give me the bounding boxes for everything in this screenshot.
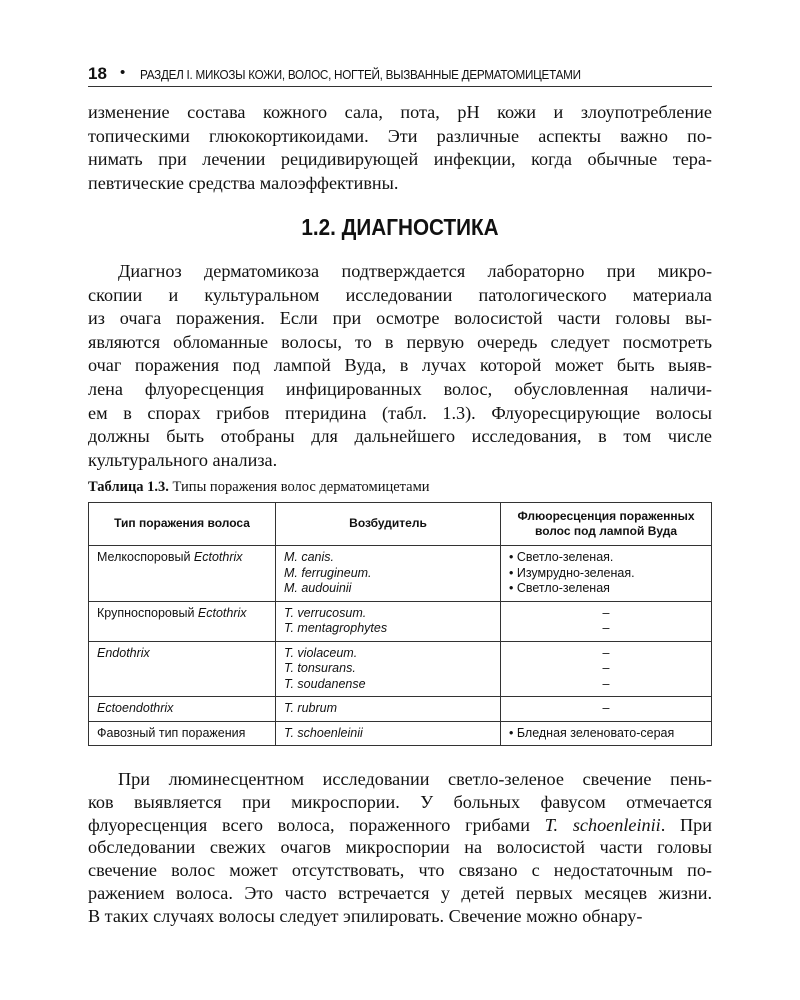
table-row — [89, 601, 712, 641]
fluorescence-cell — [501, 546, 712, 602]
page-number: 18 — [88, 64, 107, 83]
text-line: культурального анализа. — [88, 449, 278, 470]
lesion-type-cell — [89, 641, 276, 697]
text-line: изменение состава кожного сала, пота, pH кожи и злоупотребление — [88, 102, 712, 122]
pathogen-name: T. soudanense — [284, 676, 366, 691]
text-run: ков выявляется при микроспории. У больных фавусом отмечается — [88, 791, 712, 812]
paragraph-luminescence — [88, 768, 712, 928]
fluorescence-value: – — [602, 605, 610, 620]
text-line — [88, 836, 712, 859]
pathogen-name: T. tonsurans. — [284, 661, 356, 675]
lesion-type-latin: Ectothrix — [197, 605, 247, 620]
fluorescence-cell — [501, 697, 712, 722]
fluorescence-cell — [501, 721, 712, 746]
text-line: из очага поражения. Если при осмотре волосистой части головы вы- — [88, 308, 712, 329]
fluorescence-value: – — [602, 661, 610, 675]
running-header — [88, 64, 712, 87]
fluorescence-value: • Изумрудно-зеленая. — [509, 565, 635, 580]
text-line: являются обломанные волосы, то в первую очередь следует посмотреть — [88, 331, 712, 352]
table-row — [89, 641, 712, 697]
lesion-type-latin: Ectothrix — [193, 550, 243, 564]
column-header: Флюоресценция пораженных волос под лампой Вуда — [501, 503, 712, 546]
text-line: Диагноз дерматомикоза подтверждается лабораторно при микро- — [118, 261, 712, 281]
pathogen-name: M. canis. — [284, 550, 335, 564]
table-row — [89, 546, 712, 602]
pathogen-cell — [276, 546, 501, 602]
lesion-type: Мелкоспоровый — [97, 550, 194, 564]
fluorescence-value: – — [602, 676, 610, 691]
table-caption-text: Типы поражения волос дерматомицетами — [168, 479, 430, 495]
fluorescence-value: • Светло-зеленая — [509, 581, 610, 595]
text-line: ем в спорах грибов птеридина (табл. 1.3). Флуоресцирующие волосы — [88, 402, 712, 423]
lesion-type: Фавозный тип поражения — [97, 725, 246, 740]
pathogen-cell — [276, 641, 501, 697]
text-line — [88, 814, 712, 837]
text-line — [88, 882, 712, 905]
text-line — [88, 768, 712, 791]
pathogen-name: M. ferrugineum. — [284, 565, 372, 580]
column-header: Возбудитель — [276, 503, 501, 546]
lesion-type-latin: Endothrix — [97, 645, 150, 660]
text-line: топическими глюкокортикоидами. Эти различные аспекты важно по- — [88, 125, 712, 146]
fluorescence-cell — [501, 641, 712, 697]
table-row — [89, 721, 712, 746]
pathogen-cell — [276, 697, 501, 722]
lesion-type-cell — [89, 601, 276, 641]
pathogen-name: T. rubrum — [284, 701, 338, 715]
text-line: лена флуоресценция инфицированных волос, обусловленная наличи- — [88, 378, 712, 399]
text-line — [88, 859, 712, 882]
paragraph-intro — [88, 101, 712, 195]
lesion-type-latin: Ectoendothrix — [97, 701, 174, 715]
pathogen-name: T. mentagrophytes — [284, 621, 388, 635]
running-title: РАЗДЕЛ I. МИКОЗЫ КОЖИ, ВОЛОС, НОГТЕЙ, ВЫЗВАННЫЕ ДЕРМАТОМИЦЕТАМИ — [140, 67, 581, 82]
pathogen-cell — [276, 721, 501, 746]
section-heading: 1.2. ДИАГНОСТИКА — [301, 214, 499, 240]
table-caption — [88, 478, 430, 496]
fluorescence-value: – — [602, 645, 610, 660]
text-run: При люминесцентном исследовании светло-зеленое свечение пень- — [118, 769, 712, 789]
table-row — [89, 697, 712, 722]
pathogen-name: T. verrucosum. — [284, 605, 367, 620]
text-line — [88, 905, 712, 928]
lesion-type: Крупноспоровый — [97, 605, 198, 620]
paragraph-diagnosis — [88, 260, 712, 472]
table-caption-label: Таблица 1.3. — [88, 479, 169, 495]
text-run: свечение волос может отсутствовать, что связано с недостаточным по- — [88, 860, 712, 881]
lesion-type-cell — [89, 721, 276, 746]
text-run: В таких случаях волосы следует эпилировать. Свечение можно обнару- — [88, 905, 643, 926]
text-line: нимать при лечении рецидивирующей инфекции, когда обычные тера- — [88, 149, 712, 170]
fluorescence-value: • Бледная зеленовато-серая — [509, 725, 675, 740]
lesion-type-cell — [89, 546, 276, 602]
text-line: скопии и культуральном исследовании патологического материала — [88, 284, 712, 305]
fluorescence-cell — [501, 601, 712, 641]
fluorescence-value: – — [602, 701, 610, 715]
text-line: певтические средства малоэффективны. — [88, 172, 399, 193]
text-run: ражением волоса. Это часто встречается у детей первых месяцев жизни. — [88, 882, 712, 903]
text-line: должны быть отобраны для дальнейшего исследования, в том числе — [88, 426, 712, 447]
text-line — [88, 791, 712, 814]
species-name: T. schoenleinii — [544, 814, 661, 835]
fluorescence-value: • Светло-зеленая. — [509, 550, 614, 564]
fluorescence-value: – — [602, 621, 610, 635]
pathogen-cell — [276, 601, 501, 641]
text-run: обследовании свежих очагов микроспории на волосистой части головы — [88, 837, 712, 858]
lesion-type-cell — [89, 697, 276, 722]
pathogen-name: T. violaceum. — [284, 645, 358, 660]
hair-lesion-table — [88, 502, 712, 746]
bullet-separator: • — [120, 64, 126, 81]
text-line: очаг поражения под лампой Вуда, в лучах которой может быть выяв- — [88, 355, 712, 376]
text-run: . При — [660, 814, 712, 835]
column-header: Тип поражения волоса — [89, 503, 276, 546]
text-run: флуоресценция всего волоса, пораженного грибами — [88, 814, 545, 835]
pathogen-name: M. audouinii — [284, 581, 352, 595]
pathogen-name: T. schoenleinii — [284, 725, 363, 740]
